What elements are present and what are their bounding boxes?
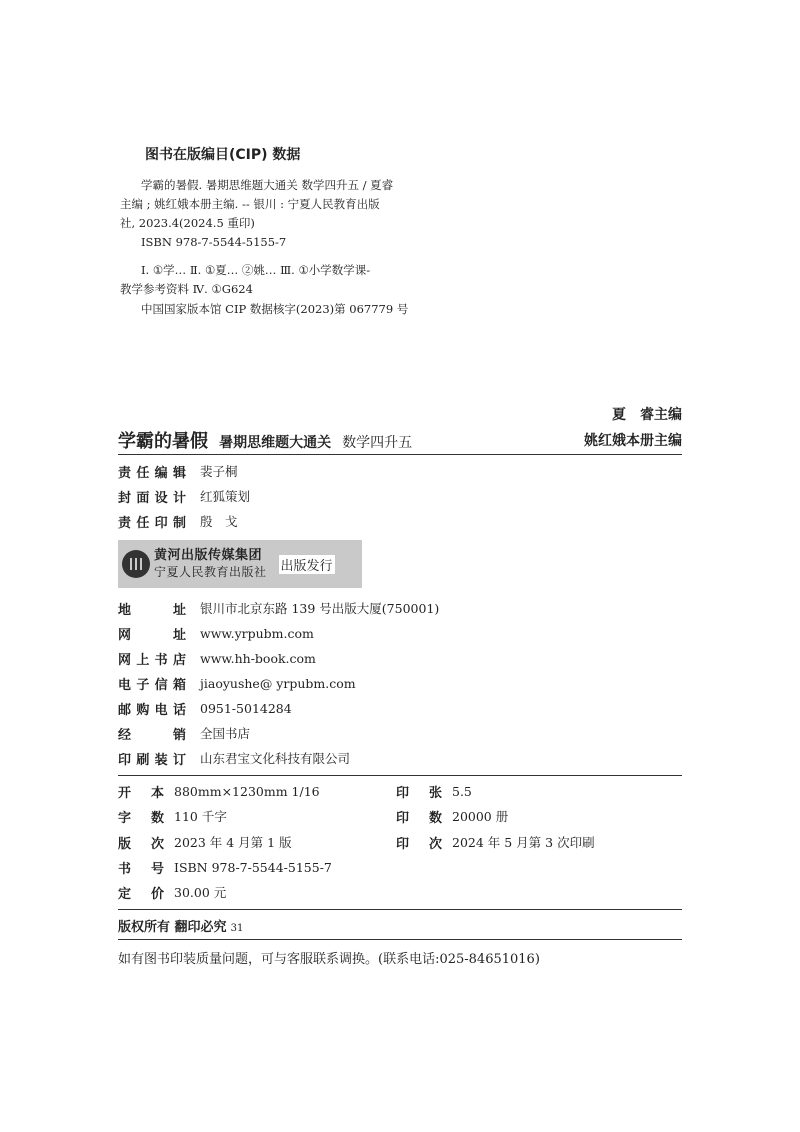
spec-row [396, 832, 595, 852]
spec-label: 印张 [396, 785, 442, 801]
spec-value: 110 千字 [174, 809, 227, 824]
cip-line: 主编 ; 姚红娥本册主编. -- 银川 : 宁夏人民教育出版 [120, 197, 380, 211]
staff-row [118, 461, 238, 481]
volume-editor: 姚红娥本册主编 [584, 433, 682, 449]
staff-row [118, 486, 250, 506]
staff-label: 责任编辑 [118, 465, 186, 481]
footer-note: 如有图书印装质量问题，可与客服联系调换。(联系电话:025-84651016) [118, 952, 540, 967]
contact-value: 全国书店 [200, 726, 251, 741]
staff-value: 红狐策划 [200, 489, 251, 504]
spec-label: 开本 [118, 785, 164, 801]
staff-value: 裴子桐 [200, 464, 238, 479]
contact-value: www.hh-book.com [200, 650, 316, 666]
contact-row [118, 623, 314, 643]
contact-row [118, 648, 316, 668]
spec-value: 880mm×1230mm 1/16 [174, 783, 320, 799]
spec-row [118, 832, 292, 852]
contact-row [118, 673, 356, 693]
spec-value: ISBN 978-7-5544-5155-7 [174, 859, 332, 875]
publisher-logo-icon [122, 550, 150, 578]
spec-row [396, 781, 472, 801]
cip-line: 教学参考资料 Ⅳ. ①G624 [120, 282, 253, 296]
book-title-main: 学霸的暑假 [118, 431, 208, 452]
divider [118, 909, 682, 910]
rights-code: 31 [230, 923, 244, 934]
contact-value: jiaoyushe@ yrpubm.com [200, 675, 356, 691]
contact-label: 地址 [118, 602, 186, 618]
staff-label: 责任印制 [118, 515, 186, 531]
cip-line: ISBN 978-7-5544-5155-7 [141, 235, 287, 249]
contact-label: 网上书店 [118, 652, 186, 668]
spec-row [118, 781, 320, 801]
publisher-box [118, 540, 362, 588]
cip-heading: 图书在版编目(CIP) 数据 [145, 147, 301, 163]
spec-row [118, 857, 332, 877]
cip-line: 社, 2023.4(2024.5 重印) [120, 216, 255, 230]
contact-row [118, 698, 292, 718]
publisher-house: 宁夏人民教育出版社 [154, 565, 267, 579]
spec-row [118, 882, 226, 902]
contact-label: 邮购电话 [118, 702, 186, 718]
spec-label: 字数 [118, 810, 164, 826]
spec-label: 版次 [118, 836, 164, 852]
spec-label: 印数 [396, 810, 442, 826]
contact-value: www.yrpubm.com [200, 625, 314, 641]
spec-value: 2023 年 4 月第 1 版 [174, 835, 292, 850]
contact-label: 印刷装订 [118, 752, 186, 768]
spec-row [118, 806, 227, 826]
book-title [118, 427, 412, 453]
spec-row [396, 806, 508, 826]
spec-value: 2024 年 5 月第 3 次印刷 [452, 835, 595, 850]
contact-row [118, 598, 439, 618]
spec-value: 5.5 [452, 783, 472, 799]
contact-label: 电子信箱 [118, 677, 186, 693]
chief-editor: 夏 睿主编 [612, 407, 682, 423]
publisher-distribution: 出版发行 [279, 555, 335, 574]
contact-label: 网址 [118, 627, 186, 643]
contact-label: 经销 [118, 727, 186, 743]
spec-label: 印次 [396, 836, 442, 852]
publisher-group: 黄河出版传媒集团 [154, 548, 263, 563]
cip-line: 中国国家版本馆 CIP 数据核字(2023)第 067779 号 [141, 302, 409, 316]
divider [118, 775, 682, 776]
contact-row [118, 723, 250, 743]
book-title-grade: 数学四升五 [342, 435, 413, 451]
cip-line: 学霸的暑假. 暑期思维题大通关 数学四升五 / 夏睿 [141, 178, 394, 192]
contact-value: 银川市北京东路 139 号出版大厦(750001) [200, 601, 440, 616]
spec-value: 20000 册 [452, 809, 509, 824]
contact-value: 山东君宝文化科技有限公司 [200, 751, 351, 766]
book-title-sub: 暑期思维题大通关 [219, 435, 332, 451]
contact-row [118, 748, 350, 768]
staff-row [118, 511, 238, 531]
rights-statement [118, 916, 243, 935]
spec-label: 书号 [118, 861, 164, 877]
spec-label: 定价 [118, 886, 164, 902]
spec-value: 30.00 元 [174, 885, 227, 900]
divider [118, 454, 682, 455]
divider [118, 939, 682, 940]
contact-value: 0951-5014284 [200, 700, 292, 716]
cip-line: Ⅰ. ①学… Ⅱ. ①夏… ②姚… Ⅲ. ①小学数学课- [141, 263, 371, 277]
rights-text: 版权所有 翻印必究 [118, 920, 227, 935]
staff-label: 封面设计 [118, 490, 186, 506]
staff-value: 殷 戈 [200, 514, 238, 529]
